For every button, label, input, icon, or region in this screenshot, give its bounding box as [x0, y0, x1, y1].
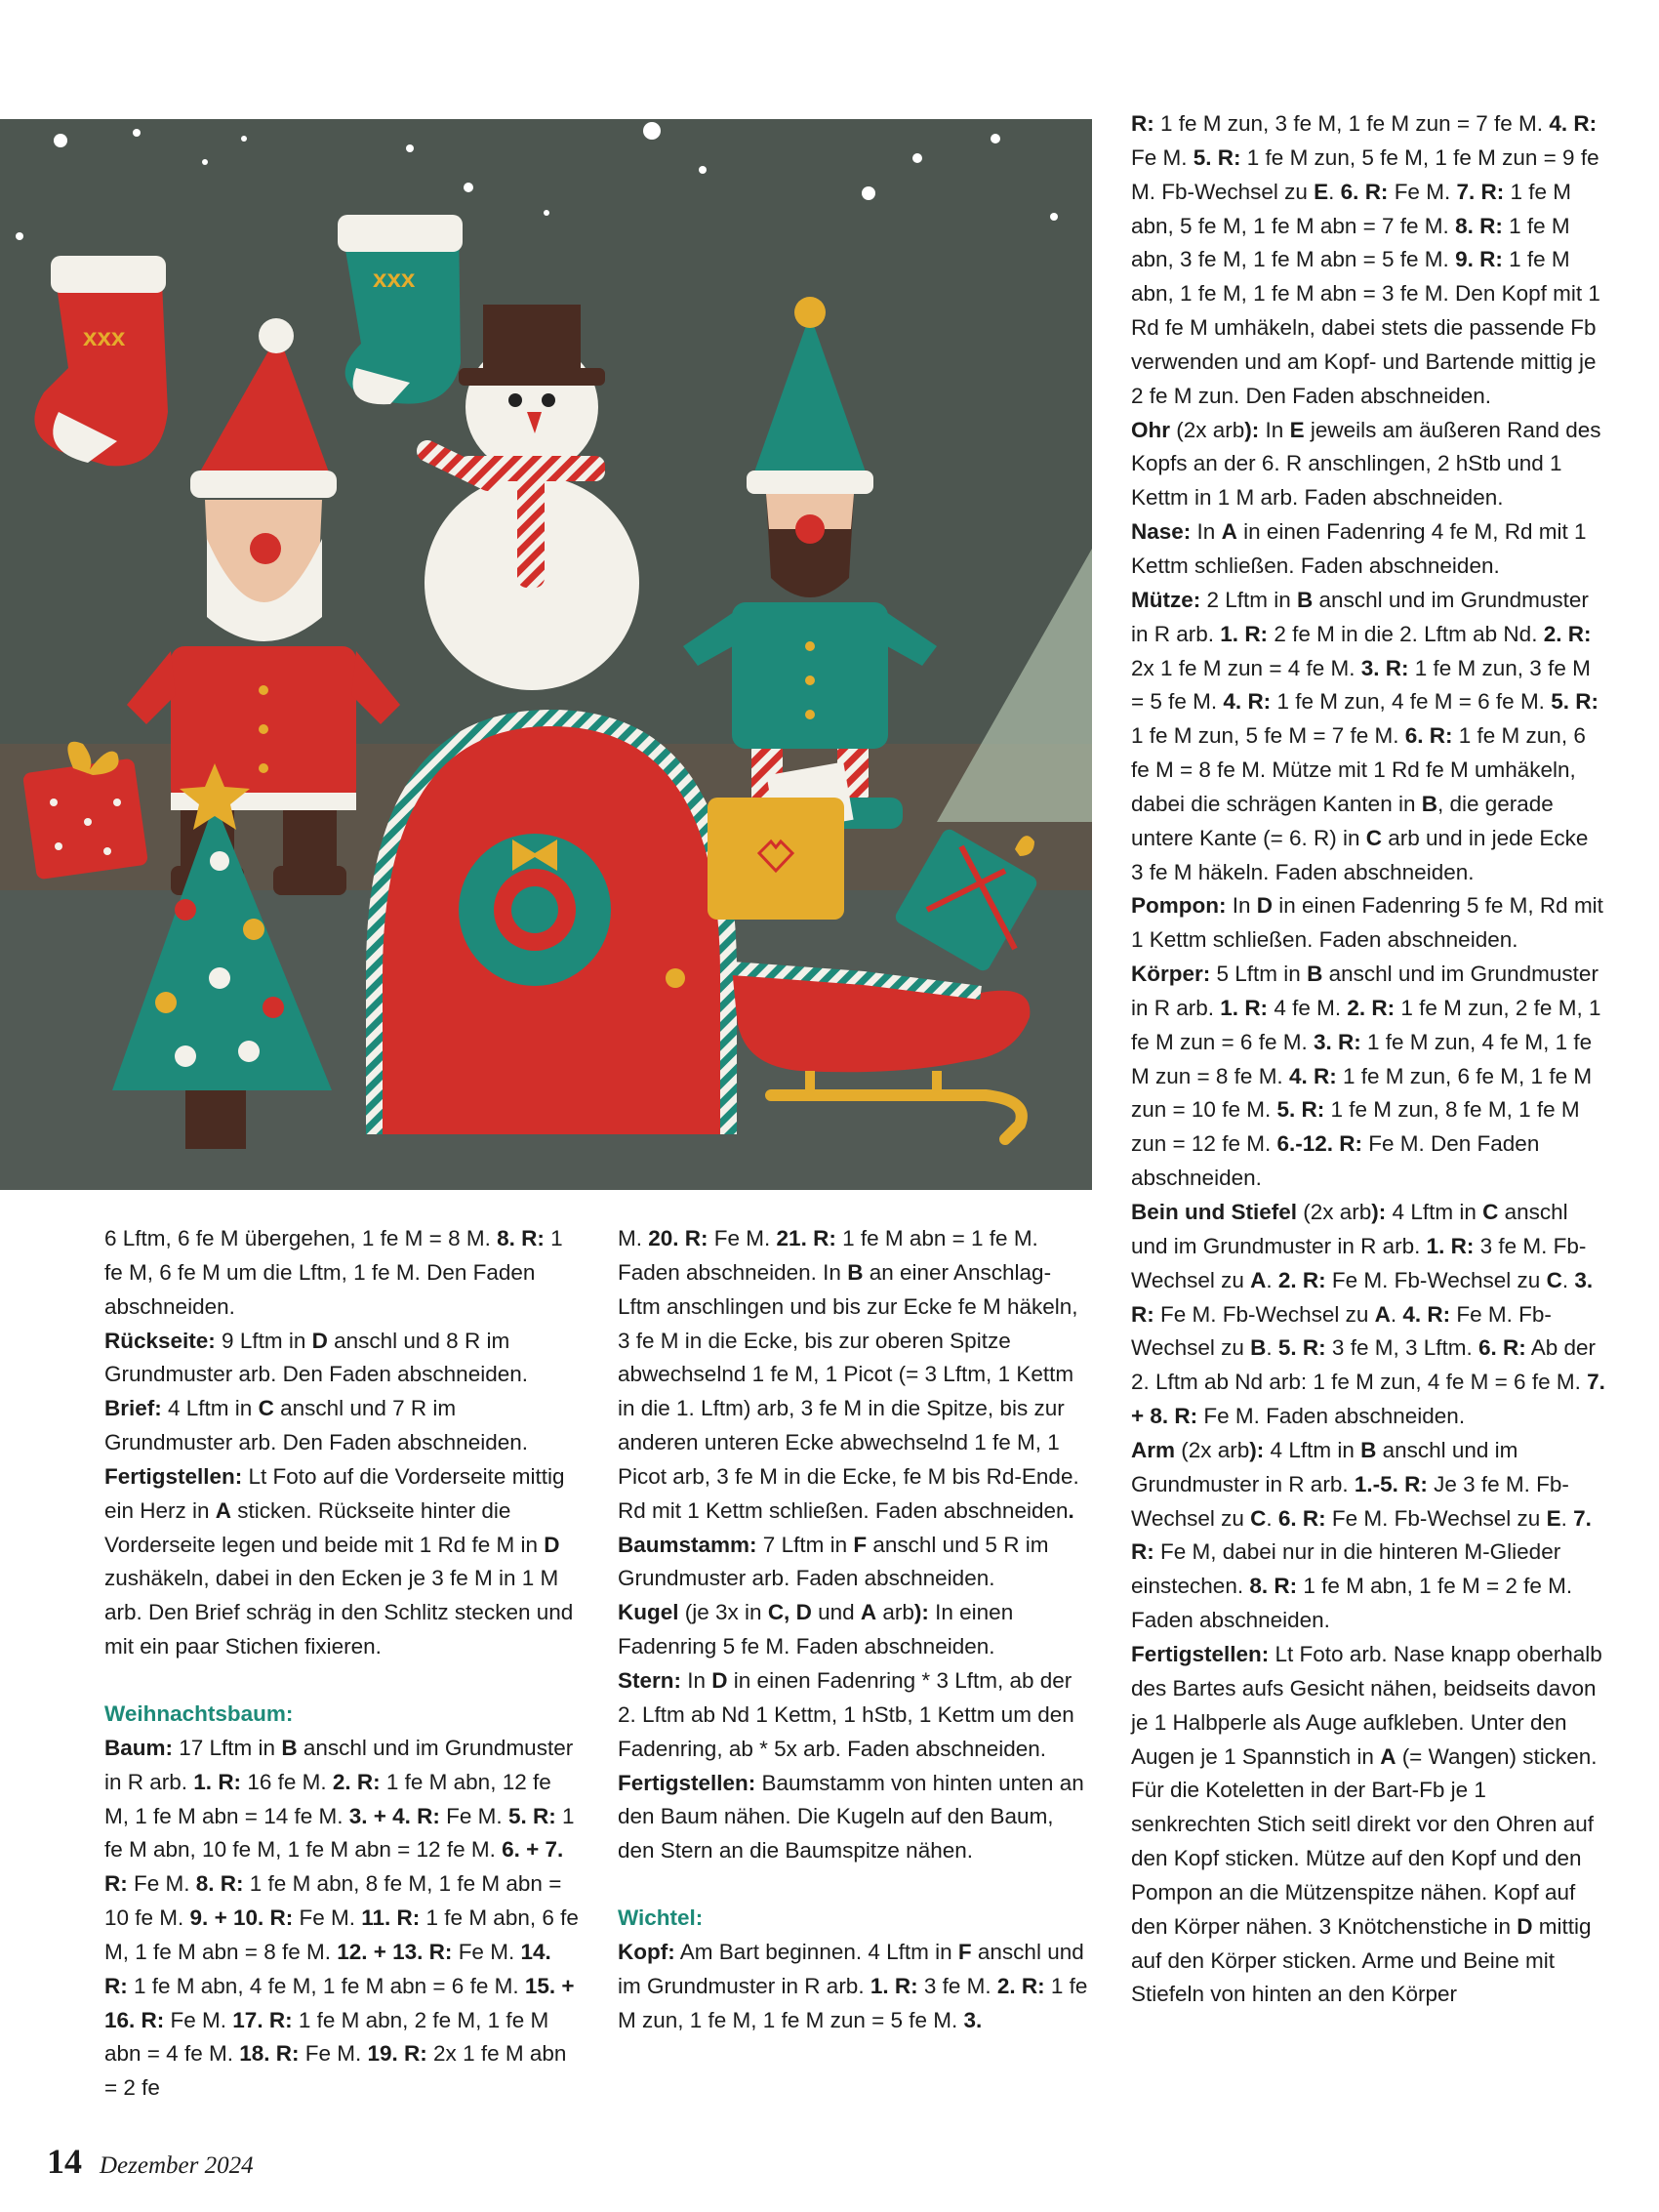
bold-run: D — [711, 1667, 728, 1693]
text-run: anschl und im Grundmuster in R arb. — [1131, 1200, 1568, 1258]
bold-run: D — [311, 1328, 328, 1353]
bold-run: 3. + 4. R: — [348, 1803, 440, 1828]
paragraph — [1131, 1196, 1605, 1434]
bold-run: R: — [1131, 111, 1154, 136]
bold-run: 4. R: — [1549, 111, 1598, 136]
bold-run: C — [258, 1396, 274, 1421]
bold-run: Stern: — [618, 1667, 682, 1693]
text-run: Am Bart beginnen. 4 Lftm in — [674, 1939, 958, 1964]
text-run: Fe M. Fb-Wechsel zu — [1131, 1301, 1552, 1361]
text-run: Fe M. — [452, 1939, 521, 1964]
text-run: 1 fe M zun, 8 fe M, 1 fe M zun = 12 fe M. — [1131, 1097, 1580, 1157]
text-run: In — [1259, 417, 1290, 442]
page-number: 14 — [47, 2142, 82, 2181]
bold-run: 2. R: — [996, 1973, 1045, 1998]
bold-run: B — [1421, 791, 1437, 816]
bold-run: 8. R: — [1455, 213, 1503, 238]
text-run: Fe M. — [1388, 179, 1457, 204]
text-run: 1 fe M abn, 1 fe M, 1 fe M abn = 3 fe M. Den Kopf mit 1 Rd fe M umhäkeln, dabei stets die passende Fb verwenden und am Kopf- und Bartende mittig je 2 fe M zun. Den Faden abschneiden. — [1131, 247, 1600, 408]
text-run: . — [1560, 1505, 1574, 1531]
text-run: 1 fe M abn, 3 fe M, 1 fe M abn = 5 fe M. — [1131, 213, 1570, 272]
text-run: 4 Lftm in — [161, 1396, 259, 1421]
bold-run: Brief: — [104, 1396, 162, 1421]
bold-run: E — [1314, 179, 1329, 204]
bold-run: Fertigstellen: — [618, 1770, 756, 1795]
bold-run: C — [1365, 825, 1383, 850]
text-run: 1 fe M zun, 3 fe M, 1 fe M zun = 7 fe M. — [1153, 111, 1550, 136]
bold-run: 2. R: — [1347, 995, 1396, 1020]
bold-run: F — [853, 1532, 868, 1557]
text-run: 1 fe M abn, 8 fe M, 1 fe M abn = 10 fe M. — [104, 1871, 562, 1931]
text-run: und — [811, 1600, 861, 1625]
green-stocking-icon — [338, 215, 463, 404]
text-run: anschl und im Grundmuster in R arb. — [1131, 1437, 1518, 1496]
paragraph — [618, 1936, 1092, 2038]
bold-run: 6. + 7. R: — [104, 1837, 564, 1897]
text-column-right — [1131, 107, 1605, 2012]
text-run: (2x arb — [1297, 1200, 1372, 1224]
bold-run: Baumstamm: — [618, 1532, 757, 1557]
bold-run: 1. R: — [1426, 1233, 1475, 1258]
bold-run: 9. + 10. R: — [189, 1905, 294, 1931]
text-run: . — [1390, 1301, 1403, 1327]
bold-run: 11. R: — [361, 1905, 421, 1931]
text-run: Je 3 fe M. Fb-Wechsel zu — [1131, 1471, 1569, 1531]
bold-run: Kugel — [618, 1600, 679, 1625]
bold-run: Kopf: — [618, 1939, 675, 1964]
text-run: Wichtel: — [618, 1905, 704, 1931]
bold-run: 18. R: — [239, 2041, 300, 2067]
text-run: , die gerade untere Kante (= 6. R) in — [1131, 791, 1554, 850]
text-run: Fe M. Fb-Wechsel zu — [1153, 1301, 1375, 1327]
text-run: in einen Fadenring 4 fe M, Rd mit 1 Kettm schließen. Faden abschneiden. — [1131, 519, 1587, 578]
paragraph — [618, 1596, 1092, 1664]
paragraph-gap — [104, 1664, 579, 1698]
text-run: 3 fe M. Fb-Wechsel zu — [1131, 1233, 1587, 1292]
text-run: 2 Lftm in — [1200, 587, 1298, 612]
bold-run: A — [860, 1600, 877, 1625]
text-run: in einen Fadenring 5 fe M, Rd mit 1 Kettm schließen. Faden abschneiden. — [1131, 893, 1603, 953]
text-run: 1 fe M abn, 1 fe M = 2 fe M. Faden abschneiden. — [1131, 1574, 1573, 1633]
bold-run: 4. R: — [1402, 1301, 1451, 1327]
bold-run: Arm — [1131, 1437, 1176, 1462]
paragraph — [104, 1460, 579, 1664]
text-run: 1 fe M abn, 10 fe M, 1 fe M abn = 12 fe M. — [104, 1803, 575, 1863]
paragraph — [104, 1732, 579, 2106]
paragraph-gap — [618, 1868, 1092, 1902]
paragraph — [1131, 958, 1605, 1196]
bold-run: 5. R: — [507, 1803, 556, 1828]
bold-run: Baum: — [104, 1735, 174, 1760]
text-run: In einen Fadenring 5 fe M. Faden abschneiden. — [618, 1600, 1014, 1659]
paragraph — [1131, 515, 1605, 584]
bold-run: 3. — [963, 2007, 983, 2032]
bold-run: A — [1374, 1301, 1391, 1327]
bold-run: 6. R: — [1340, 179, 1389, 204]
paragraph — [1131, 1638, 1605, 2012]
paragraph — [1131, 107, 1605, 414]
bold-run: . — [1068, 1497, 1074, 1523]
text-run: Fe M. Fb-Wechsel zu — [1325, 1267, 1547, 1292]
bold-run: A — [1221, 519, 1237, 545]
bold-run: 21. R: — [776, 1226, 836, 1250]
text-run: 1 fe M zun, 3 fe M = 5 fe M. — [1131, 655, 1591, 715]
issue-date: Dezember 2024 — [100, 2152, 254, 2179]
bold-run: 6. R: — [1277, 1505, 1326, 1531]
paragraph — [104, 1222, 579, 1325]
text-run: In — [681, 1667, 712, 1693]
bold-run: A — [1250, 1267, 1267, 1292]
text-run: mittig auf den Körper sticken. Arme und Beine mit Stiefeln von hinten an den Körper — [1131, 1913, 1592, 2007]
bold-run: ): — [1249, 1437, 1265, 1462]
bold-run: 5. R: — [1551, 689, 1598, 715]
bold-run: 5. R: — [1193, 144, 1241, 170]
bold-run: D — [1256, 893, 1274, 919]
text-run: 17 Lftm in — [173, 1735, 282, 1760]
text-run: anschl und im Grundmuster in R arb. — [1131, 962, 1598, 1020]
text-run: 1 fe M abn, 12 fe M, 1 fe M abn = 14 fe M. — [104, 1769, 551, 1828]
text-run: Fe M. — [708, 1226, 777, 1250]
text-run: . — [1561, 1267, 1575, 1292]
bold-run: D — [544, 1532, 560, 1557]
paragraph — [1131, 414, 1605, 516]
bold-run: 2. R: — [1277, 1267, 1326, 1292]
text-run: (2x arb — [1170, 417, 1245, 442]
bold-run: C, D — [767, 1600, 812, 1625]
text-run: 1 fe M zun, 2 fe M, 1 fe M zun = 6 fe M. — [1131, 995, 1601, 1054]
bold-run: B — [1250, 1335, 1267, 1361]
text-run: an einer Anschlag-Lftm anschlingen und bis zur Ecke fe M häkeln, 3 fe M in die Ecke, bis zur oberen Spitze abwechselnd 1 fe M, 1 Picot (= 3 Lftm, 1 Kettm in die 1. Lftm) arb, 3 fe M in die Spitze, bis zur anderen unteren Ecke abwechselnd 1 fe M, 1 Picot arb, 3 fe M in die Ecke, fe M bis Rd-Ende. Rd mit 1 Kettm schließen. Faden abschneiden — [618, 1259, 1079, 1523]
bold-run: Bein und Stiefel — [1131, 1200, 1298, 1224]
text-run: anschl und 8 R im Grundmuster arb. Den Faden abschneiden. — [104, 1328, 529, 1387]
section-heading — [104, 1698, 579, 1732]
text-column-middle — [618, 1222, 1092, 2037]
text-run: 1 fe M zun, 6 fe M = 8 fe M. Mütze mit 1 Rd fe M umhäkeln, dabei die schrägen Kanten in — [1131, 723, 1586, 816]
text-run: M. — [618, 1226, 649, 1250]
text-run: Lt Foto auf die Vorderseite mittig ein Herz in — [104, 1463, 565, 1523]
text-run: 1 fe M zun, 5 fe M, 1 fe M zun = 9 fe M. Fb-Wechsel zu — [1131, 144, 1599, 204]
bold-run: 3. R: — [1131, 1267, 1594, 1327]
bold-run: Nase: — [1131, 519, 1192, 545]
text-run: 1 fe M zun, 1 fe M, 1 fe M zun = 5 fe M. — [618, 1973, 1088, 2032]
bold-run: 8. R: — [195, 1871, 244, 1897]
bold-run: ): — [1371, 1200, 1387, 1224]
bold-run: 4. R: — [1288, 1063, 1337, 1088]
bold-run: 12. + 13. R: — [337, 1939, 453, 1964]
text-run: Fe M. — [293, 1905, 362, 1931]
paragraph — [1131, 584, 1605, 890]
bold-run: 5. R: — [1277, 1335, 1326, 1361]
bold-run: 1. R: — [1220, 995, 1269, 1020]
text-run: (= Wangen) sticken. Für die Koteletten in der Bart-Fb je 1 senkrechten Stich seitl direkt vor den Ohren auf den Kopf sticken. Mütze auf den Kopf und den Pompon an die Mützenspitze nähen. Kopf auf den Körper nähen. 3 Knötchenstiche in — [1131, 1743, 1598, 1939]
bold-run: 7. + 8. R: — [1131, 1370, 1605, 1429]
bold-run: 8. R: — [1249, 1574, 1298, 1599]
text-run: Fe M. — [127, 1871, 196, 1897]
paragraph — [104, 1325, 579, 1393]
text-run: Fe M. Fb-Wechsel zu — [1325, 1505, 1547, 1531]
text-run: Fe M. — [299, 2041, 368, 2067]
text-run: anschl und 7 R im Grundmuster arb. Den Faden abschneiden. — [104, 1396, 529, 1455]
text-run: 1 fe M abn, 6 fe M, 1 fe M abn = 8 fe M. — [104, 1905, 579, 1964]
bold-run: 15. + 16. R: — [104, 1973, 575, 2032]
text-run: Fe M. Den Faden abschneiden. — [1131, 1131, 1540, 1191]
text-run: 4 Lftm in — [1386, 1200, 1483, 1224]
bold-run: 1. R: — [1220, 621, 1269, 646]
text-run: 2x 1 fe M zun = 4 fe M. — [1131, 655, 1361, 680]
text-run: . — [1266, 1267, 1278, 1292]
text-run: Fe M. Faden abschneiden. — [1197, 1404, 1466, 1429]
text-run: 4 Lftm in — [1264, 1437, 1361, 1462]
bold-run: B — [1297, 587, 1314, 612]
bold-run: 9. R: — [1455, 247, 1503, 272]
bold-run: 2. R: — [332, 1769, 381, 1794]
bold-run: Mütze: — [1131, 587, 1201, 612]
text-run: 1 fe M, 6 fe M um die Lftm, 1 fe M. Den Faden abschneiden. — [104, 1226, 563, 1319]
bold-run: 1.-5. R: — [1354, 1471, 1428, 1496]
text-run: arb — [876, 1600, 914, 1625]
bold-run: C — [1250, 1505, 1267, 1531]
text-run: Weihnachtsbaum: — [104, 1700, 294, 1726]
bold-run: ): — [913, 1600, 929, 1625]
section-heading — [618, 1902, 1092, 1936]
text-run: 4 fe M. — [1268, 995, 1348, 1020]
crochet-ornaments-photo — [0, 119, 1092, 1190]
text-run: anschl und 5 R im Grundmuster arb. Faden abschneiden. — [618, 1532, 1049, 1591]
text-run: 1 fe M abn, 4 fe M, 1 fe M abn = 6 fe M. — [127, 1973, 525, 1998]
paragraph — [618, 1767, 1092, 1869]
text-run: Fe M, dabei nur in die hinteren M-Glieder einstechen. — [1131, 1539, 1561, 1599]
bold-run: 1. R: — [193, 1769, 242, 1794]
bold-run: B — [1307, 962, 1323, 987]
text-run: 2 fe M in die 2. Lftm ab Nd. — [1268, 621, 1544, 646]
bold-run: 14. R: — [104, 1939, 551, 1998]
text-run: 3 fe M. — [917, 1973, 997, 1998]
svg-text:xxx: xxx — [373, 264, 416, 293]
text-run: . — [1266, 1505, 1278, 1531]
paragraph — [1131, 889, 1605, 958]
text-run: 9 Lftm in — [215, 1328, 312, 1353]
text-run: Fe M. — [164, 2007, 233, 2032]
text-run: 1 fe M zun, 6 fe M, 1 fe M zun = 10 fe M. — [1131, 1063, 1593, 1123]
bold-run: 20. R: — [648, 1226, 708, 1250]
text-run: 2x 1 fe M abn = 2 fe — [104, 2041, 567, 2101]
paragraph — [1131, 1434, 1605, 1638]
text-run: Fe M. — [1131, 144, 1194, 170]
paragraph — [618, 1529, 1092, 1597]
bold-run: 8. R: — [497, 1226, 545, 1250]
bold-run: 5. R: — [1276, 1097, 1325, 1123]
bold-run: 6. R: — [1404, 723, 1453, 749]
text-run: 6 Lftm, 6 fe M übergehen, 1 fe M = 8 M. — [104, 1226, 498, 1250]
text-run: Ab der 2. Lftm ab Nd arb: 1 fe M zun, 4 fe M = 6 fe M. — [1131, 1335, 1597, 1395]
paragraph — [618, 1664, 1092, 1767]
page-footer — [47, 2141, 254, 2182]
bold-run: 3. R: — [1313, 1029, 1361, 1054]
bold-run: Ohr — [1131, 417, 1171, 442]
text-run: 1 fe M zun, 4 fe M, 1 fe M zun = 8 fe M. — [1131, 1029, 1593, 1088]
paragraph — [104, 1392, 579, 1460]
text-run: 1 fe M zun, 5 fe M = 7 fe M. — [1131, 723, 1405, 749]
text-run: In — [1191, 519, 1222, 545]
text-run: (2x arb — [1175, 1437, 1250, 1462]
bold-run: A — [215, 1497, 232, 1523]
text-run: Lt Foto arb. Nase knapp oberhalb des Bartes aufs Gesicht nähen, beidseits davon je 1 Halbperle als Auge aufkleben. Unter den Augen je 1 Spannstich in — [1131, 1641, 1602, 1769]
text-run: 1 fe M abn = 1 fe M. Faden abschneiden. In — [618, 1226, 1038, 1285]
bold-run: C — [1482, 1200, 1499, 1224]
paragraph — [618, 1222, 1092, 1529]
text-run: sticken. Rückseite hinter die Vorderseite legen und beide mit 1 Rd fe M in — [104, 1497, 545, 1557]
text-run: 1 fe M abn, 5 fe M, 1 fe M abn = 7 fe M. — [1131, 179, 1571, 238]
bold-run: E — [1289, 417, 1305, 442]
bold-run: 6.-12. R: — [1276, 1131, 1362, 1157]
text-run: 16 fe M. — [241, 1769, 333, 1794]
svg-text:xxx: xxx — [83, 322, 126, 351]
text-run: anschl und im Grundmuster in R arb. — [104, 1735, 574, 1794]
bold-run: ): — [1244, 417, 1260, 442]
bold-run: Körper: — [1131, 962, 1211, 987]
bold-run: Rückseite: — [104, 1328, 216, 1353]
text-run: zushäkeln, dabei in den Ecken je 3 fe M in 1 M arb. Den Brief schräg in den Schlitz stecken und mit ein paar Stichen fixieren. — [104, 1566, 574, 1659]
bold-run: 6. R: — [1477, 1335, 1526, 1361]
text-run: In — [1226, 893, 1257, 919]
bold-run: 1. R: — [870, 1973, 918, 1998]
bold-run: A — [1380, 1743, 1396, 1769]
bold-run: Fertigstellen: — [1131, 1641, 1270, 1666]
text-run: (je 3x in — [678, 1600, 768, 1625]
text-run: jeweils am äußeren Rand des Kopfs an der 6. R anschlingen, 2 hStb und 1 Kettm in 1 M arb. Faden abschneiden. — [1131, 417, 1601, 511]
bold-run: Pompon: — [1131, 893, 1227, 919]
text-run: Baumstamm von hinten unten an den Baum nähen. Die Kugeln auf den Baum, den Stern an die Baumspitze nähen. — [618, 1770, 1084, 1864]
bold-run: B — [847, 1259, 864, 1285]
text-column-left — [104, 1222, 579, 2106]
bold-run: E — [1546, 1505, 1561, 1531]
text-run: 7 Lftm in — [756, 1532, 854, 1557]
text-run: anschl und im Grundmuster in R arb. — [618, 1939, 1084, 1998]
text-run: in einen Fadenring * 3 Lftm, ab der 2. Lftm ab Nd 1 Kettm, 1 hStb, 1 Kettm um den Fadenring, ab * 5x arb. Faden abschneiden. — [618, 1667, 1074, 1761]
bold-run: 17. R: — [232, 2007, 293, 2032]
text-run: anschl und im Grundmuster in R arb. — [1131, 587, 1589, 646]
text-run: 3 fe M, 3 Lftm. — [1325, 1335, 1478, 1361]
wreath-icon — [459, 834, 611, 986]
bold-run: B — [281, 1735, 298, 1760]
text-run: 1 fe M zun, 4 fe M = 6 fe M. — [1271, 689, 1552, 715]
bold-run: 4. R: — [1223, 689, 1272, 715]
text-run: arb und in jede Ecke 3 fe M häkeln. Faden abschneiden. — [1131, 825, 1589, 884]
bold-run: Fertigstellen: — [104, 1463, 243, 1489]
bold-run: 3. R: — [1360, 655, 1409, 680]
bold-run: C — [1546, 1267, 1562, 1292]
bold-run: 7. R: — [1456, 179, 1505, 204]
bold-run: 2. R: — [1543, 621, 1592, 646]
text-run: 1 fe M abn, 2 fe M, 1 fe M abn = 4 fe M. — [104, 2007, 549, 2067]
text-run: . — [1266, 1335, 1278, 1361]
bold-run: 19. R: — [367, 2041, 427, 2067]
bold-run: B — [1360, 1437, 1377, 1462]
text-run: 5 Lftm in — [1210, 962, 1308, 987]
bold-run: 7. R: — [1131, 1505, 1592, 1565]
text-run: Fe M. — [439, 1803, 508, 1828]
bold-run: F — [957, 1939, 972, 1964]
text-run: . — [1328, 179, 1341, 204]
bold-run: D — [1517, 1913, 1533, 1939]
